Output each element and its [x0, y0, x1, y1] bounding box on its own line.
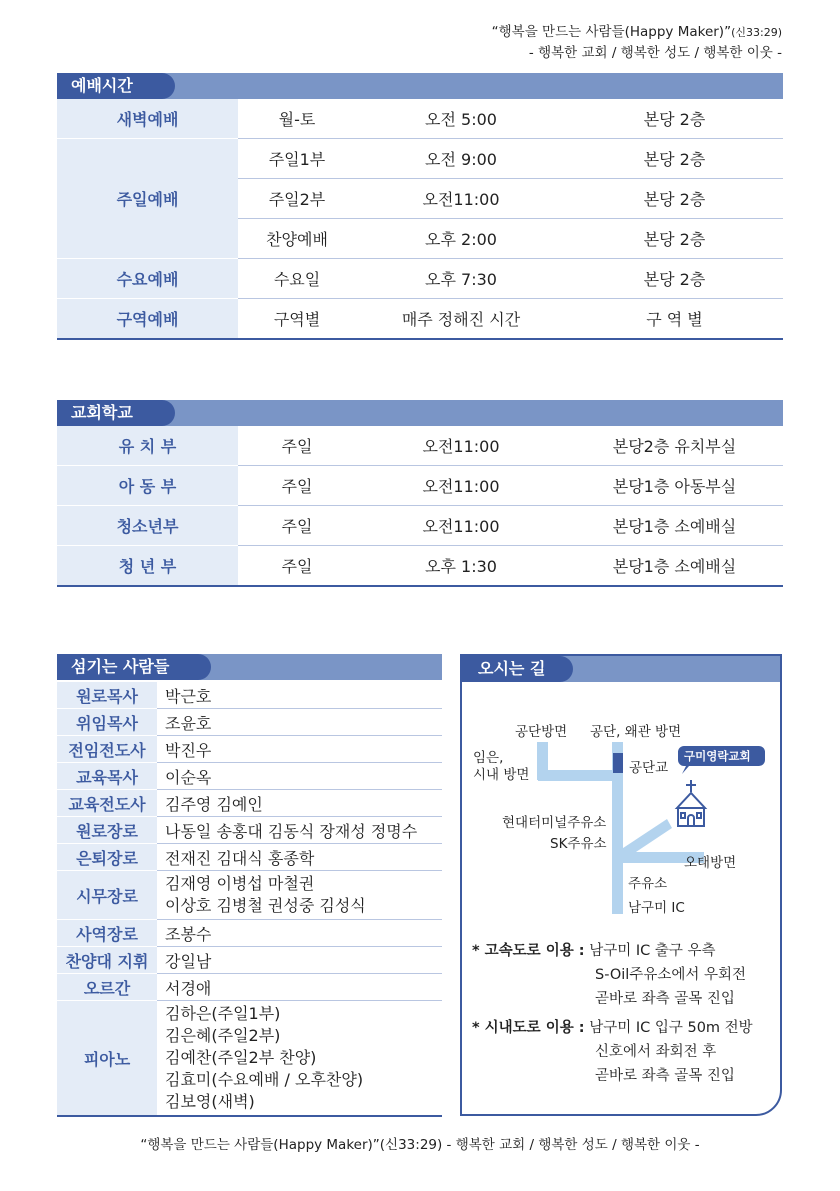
- row-label: 사역장로: [57, 920, 157, 947]
- row-label: 유 치 부: [57, 426, 238, 466]
- directions-box: [460, 654, 782, 1116]
- highway-label: 고속도로 이용: [484, 943, 574, 959]
- motto-sub: - 행복한 교회 / 행복한 성도 / 행복한 이웃 -: [528, 45, 782, 61]
- row-value: 나동일 송홍대 김동식 장재성 정명수: [157, 817, 442, 844]
- row-label: 전임전도사: [57, 736, 157, 763]
- row-value: 박진우: [157, 736, 442, 763]
- table-row: [57, 790, 442, 817]
- worship-table: [57, 99, 783, 340]
- table-row: [57, 736, 442, 763]
- row-label: 수요예배: [57, 259, 238, 299]
- motto-text: “행복을 만드는 사람들(Happy Maker)”: [491, 24, 732, 40]
- row-label: 청소년부: [57, 506, 238, 546]
- table-row: [57, 259, 783, 299]
- motto-ref: (신33:29): [731, 26, 782, 39]
- row-day: 주일2부: [238, 179, 356, 219]
- row-label: 피아노: [57, 1001, 157, 1117]
- row-day: 구역별: [238, 299, 356, 340]
- row-place: 본당2층 유치부실: [566, 426, 783, 466]
- table-row: [57, 99, 783, 139]
- road-north: [537, 742, 548, 780]
- row-label: 위임목사: [57, 709, 157, 736]
- school-section-bar: [57, 400, 783, 426]
- row-line: 김보영(새벽): [165, 1092, 255, 1111]
- table-row: [57, 426, 783, 466]
- row-place: 본당1층 소예배실: [566, 506, 783, 546]
- row-value: 박근호: [157, 682, 442, 709]
- row-line: 김은혜(주일2부): [165, 1026, 281, 1045]
- row-time: 오전 5:00: [356, 99, 566, 139]
- table-row: [57, 709, 442, 736]
- table-row: [57, 506, 783, 546]
- row-day: 수요일: [238, 259, 356, 299]
- row-time: 매주 정해진 시간: [356, 299, 566, 340]
- row-place: 본당1층 아동부실: [566, 466, 783, 506]
- table-row: [57, 299, 783, 340]
- city-label-text: * 시내도로 이용 :: [472, 1020, 585, 1036]
- school-table: [57, 426, 783, 587]
- map-label-sk: SK주유소: [550, 836, 607, 852]
- row-value: 전재진 김대식 홍종학: [157, 844, 442, 871]
- school-title: 교회학교: [57, 400, 175, 426]
- row-label: 원로목사: [57, 682, 157, 709]
- row-line: 김예찬(주일2부 찬양): [165, 1048, 317, 1067]
- row-line: 김하은(주일1부): [165, 1004, 281, 1023]
- table-row: [57, 763, 442, 790]
- table-row: [57, 682, 442, 709]
- row-line: 김효미(수요예배 / 오후찬양): [165, 1070, 364, 1089]
- table-row: [57, 1001, 442, 1117]
- map-label-sinae: 시내 방면: [473, 767, 530, 783]
- highway-line: 곧바로 좌측 골목 진입: [595, 991, 735, 1007]
- map-label-odae: 오태방면: [684, 855, 737, 871]
- people-table: [57, 682, 442, 1117]
- row-label: 원로장로: [57, 817, 157, 844]
- map-label-imeun: 임은,: [473, 750, 504, 766]
- row-value: 서경애: [157, 974, 442, 1001]
- row-label: 구역예배: [57, 299, 238, 340]
- row-value: [157, 871, 442, 920]
- directions-highway: [472, 939, 746, 1011]
- footer-motto: “행복을 만드는 사람들(Happy Maker)”(신33:29) - 행복한 교회 / 행복한 성도 / 행복한 이웃 -: [140, 1137, 700, 1153]
- table-row: [57, 871, 442, 920]
- row-label: 교육목사: [57, 763, 157, 790]
- row-time: 오후 2:00: [356, 219, 566, 259]
- header-motto: [492, 22, 782, 63]
- table-row: [57, 139, 783, 179]
- row-label: 은퇴장로: [57, 844, 157, 871]
- table-row: [57, 844, 442, 871]
- highway-line: 남구미 IC 출구 우측: [589, 943, 716, 959]
- people-title: 섬기는 사람들: [57, 654, 211, 680]
- row-day: 주일: [238, 546, 356, 587]
- row-place: 본당 2층: [566, 99, 783, 139]
- table-row: [57, 466, 783, 506]
- row-label: 교육전도사: [57, 790, 157, 817]
- map-label-namgumi: 남구미 IC: [628, 900, 685, 916]
- table-row: [57, 546, 783, 587]
- highway-line: S-Oil주유소에서 우회전: [595, 967, 746, 983]
- row-value: 김주영 김예인: [157, 790, 442, 817]
- highway-label-text: * 고속도로 이용 :: [472, 943, 585, 959]
- map-label-hyundae: 현대터미널주유소: [502, 815, 607, 831]
- row-place: 본당 2층: [566, 139, 783, 179]
- row-place: 본당 2층: [566, 179, 783, 219]
- table-row: [57, 920, 442, 947]
- row-day: 주일: [238, 426, 356, 466]
- row-time: 오전 9:00: [356, 139, 566, 179]
- row-time: 오후 7:30: [356, 259, 566, 299]
- row-value: 강일남: [157, 947, 442, 974]
- row-label: 새벽예배: [57, 99, 238, 139]
- map-roads: [462, 656, 780, 956]
- row-label: 오르간: [57, 974, 157, 1001]
- row-value: 조윤호: [157, 709, 442, 736]
- table-row: [57, 947, 442, 974]
- road-west: [538, 770, 618, 781]
- table-row: [57, 974, 442, 1001]
- row-value: [157, 1001, 442, 1117]
- worship-title: 예배시간: [57, 73, 175, 99]
- map-label-juyuso: 주유소: [628, 876, 668, 892]
- table-row: [57, 817, 442, 844]
- row-line: 이상호 김병철 권성중 김성식: [165, 896, 366, 915]
- row-label: 시무장로: [57, 871, 157, 920]
- directions-title: 오시는 길: [462, 656, 573, 682]
- worship-section-bar: [57, 73, 783, 99]
- row-place: 본당1층 소예배실: [566, 546, 783, 587]
- row-label: 주일예배: [57, 139, 238, 259]
- people-section-bar: [57, 654, 442, 680]
- map-label-waegwan: 공단, 왜관 방면: [590, 724, 682, 740]
- row-time: 오전11:00: [356, 179, 566, 219]
- map-label-church: 구미영락교회: [684, 749, 751, 763]
- row-day: 주일1부: [238, 139, 356, 179]
- row-line: 김재영 이병섭 마철권: [165, 874, 315, 893]
- row-place: 구 역 별: [566, 299, 783, 340]
- row-time: 오후 1:30: [356, 546, 566, 587]
- row-label: 찬양대 지휘: [57, 947, 157, 974]
- row-day: 주일: [238, 466, 356, 506]
- row-label: 아 동 부: [57, 466, 238, 506]
- row-value: 조봉수: [157, 920, 442, 947]
- row-time: 오전11:00: [356, 426, 566, 466]
- city-line: 신호에서 좌회전 후: [595, 1044, 717, 1060]
- bridge-marker: [613, 753, 623, 773]
- map-label-gongdangyo: 공단교: [629, 760, 669, 776]
- row-place: 본당 2층: [566, 219, 783, 259]
- row-place: 본당 2층: [566, 259, 783, 299]
- row-time: 오전11:00: [356, 466, 566, 506]
- city-label: 시내도로 이용: [484, 1020, 574, 1036]
- row-day: 주일: [238, 506, 356, 546]
- row-label: 청 년 부: [57, 546, 238, 587]
- map-label-gongdan: 공단방면: [515, 724, 568, 740]
- church-icon: [677, 780, 705, 826]
- row-day: 찬양예배: [238, 219, 356, 259]
- row-value: 이순옥: [157, 763, 442, 790]
- city-line: 곧바로 좌측 골목 진입: [595, 1068, 735, 1084]
- row-day: 월-토: [238, 99, 356, 139]
- city-line: 남구미 IC 입구 50m 전방: [589, 1020, 753, 1036]
- directions-city: [472, 1016, 753, 1088]
- row-time: 오전11:00: [356, 506, 566, 546]
